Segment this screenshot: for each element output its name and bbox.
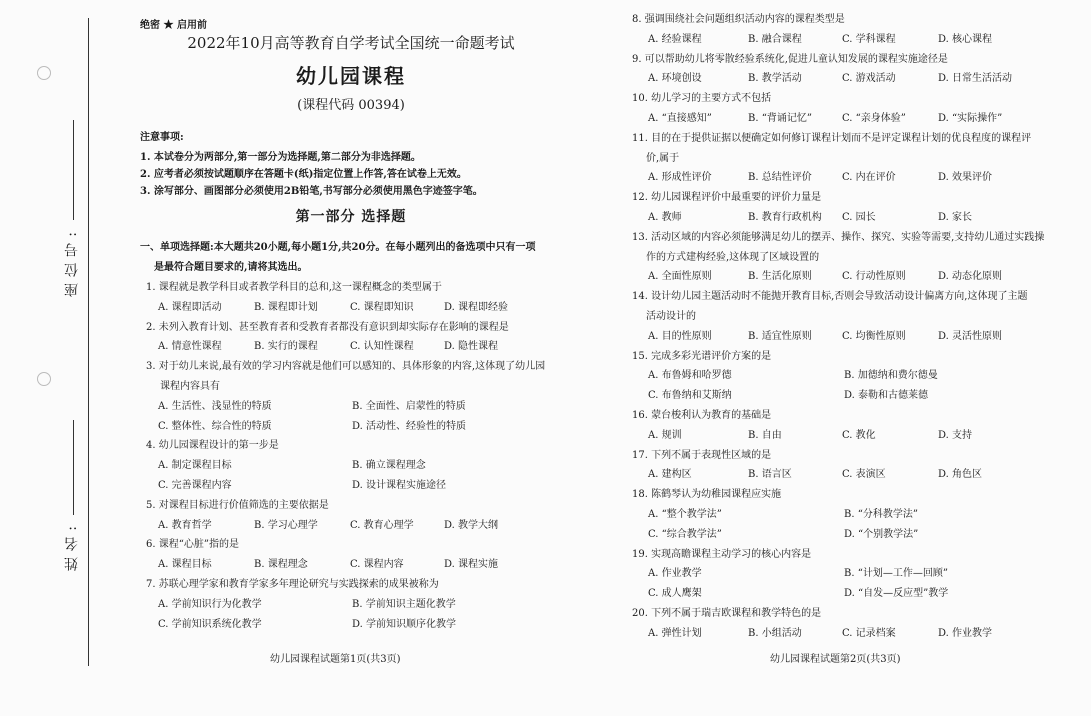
option-c: C. 课程内容 — [350, 559, 404, 571]
option-d: D. 隐性课程 — [444, 341, 499, 353]
question-text: 20. 下列不属于瑞吉欧课程和教学特色的是 — [632, 608, 822, 619]
question-text: 1. 课程就是教学科目或者教学科目的总和,这一课程概念的类型属于 — [146, 282, 442, 293]
question-text: 课程内容具有 — [160, 381, 220, 392]
part-title: 第一部分 选择题 — [295, 209, 407, 225]
seat-number-blank — [73, 120, 74, 220]
course-code: (课程代码 00394) — [297, 98, 405, 113]
option-a: A. 规训 — [648, 429, 682, 441]
option-d: D. 角色区 — [938, 469, 983, 481]
option-c: C. 均衡性原则 — [842, 330, 906, 342]
option-b: B. “背诵记忆” — [748, 113, 812, 124]
option-c: C. 完善课程内容 — [158, 480, 232, 491]
option-c: C. 认知性课程 — [350, 341, 414, 353]
option-c: C. 课程即知识 — [350, 301, 414, 313]
option-c: C. 学科课程 — [842, 33, 896, 45]
note-item: 1. 本试卷分为两部分,第一部分为选择题,第二部分为非选择题。 — [140, 152, 421, 163]
option-a: A. 建构区 — [648, 469, 692, 481]
question-text: 10. 幼儿学习的主要方式不包括 — [632, 93, 772, 105]
option-d: D. 课程实施 — [444, 559, 499, 571]
option-a: A. 弹性计划 — [648, 627, 702, 639]
option-a: A. “整个教学法” — [648, 509, 722, 520]
option-a: A. “直接感知” — [648, 113, 712, 124]
page-footer: 幼儿园课程试题第2页(共3页) — [770, 654, 901, 665]
option-b: B. 适宜性原则 — [748, 330, 812, 342]
option-c: C. 教化 — [842, 429, 876, 441]
option-d: D. 泰勒和古德莱德 — [844, 390, 929, 402]
question-text: 17. 下列不属于表现性区域的是 — [632, 449, 772, 461]
option-b: B. 确立课程理念 — [352, 460, 426, 472]
option-b: B. 语言区 — [748, 469, 792, 481]
option-b: B. 教育行政机构 — [748, 212, 822, 223]
notes-title: 注意事项: — [140, 132, 184, 143]
option-d: D. 核心课程 — [938, 33, 993, 45]
option-c: C. 游戏活动 — [842, 73, 896, 85]
option-c: C. “综合教学法” — [648, 528, 722, 540]
option-b: B. 加德纳和费尔德曼 — [844, 370, 938, 382]
option-a: A. 全面性原则 — [648, 271, 712, 283]
option-a: A. 布鲁姆和哈罗德 — [648, 370, 732, 382]
option-d: D. 活动性、经验性的特质 — [352, 420, 467, 432]
option-d: D. 效果评价 — [938, 172, 993, 184]
option-a: A. 课程目标 — [158, 559, 212, 571]
option-c: C. 记录档案 — [842, 627, 896, 639]
option-d: D. “自发—反应型”教学 — [844, 588, 949, 600]
option-c: C. 教育心理学 — [350, 519, 414, 531]
option-b: B. 生活化原则 — [748, 271, 812, 283]
section-instruction: 是最符合题目要求的,请将其选出。 — [154, 262, 308, 273]
option-d: D. 教学大纲 — [444, 519, 499, 531]
option-c: C. 学前知识系统化教学 — [158, 618, 262, 630]
option-d: D. 课程即经验 — [444, 301, 509, 313]
punch-hole-icon — [37, 372, 51, 386]
option-b: B. 学习心理学 — [254, 519, 318, 531]
question-text: 6. 课程“心脏”指的是 — [146, 539, 239, 551]
question-text: 4. 幼儿园课程设计的第一步是 — [146, 440, 279, 452]
option-a: A. 制定课程目标 — [158, 460, 232, 472]
name-label: 姓名: — [64, 520, 80, 571]
question-text: 价,属于 — [646, 152, 680, 164]
seat-number-label: 座位号: — [64, 226, 80, 297]
subject-title: 幼儿园课程 — [296, 64, 406, 88]
option-b: B. 自由 — [748, 429, 782, 441]
option-a: A. 教育哲学 — [158, 519, 212, 531]
option-b: B. 小组活动 — [748, 627, 802, 639]
option-d: D. 作业教学 — [938, 627, 993, 639]
question-text: 活动设计的 — [646, 311, 696, 322]
name-blank — [73, 420, 74, 515]
question-text: 8. 强调围绕社会问题组织活动内容的课程类型是 — [632, 14, 845, 25]
option-a: A. 课程即活动 — [158, 301, 222, 313]
question-text: 19. 实现高瞻课程主动学习的核心内容是 — [632, 548, 812, 560]
option-d: D. “个别教学法” — [844, 528, 919, 540]
question-text: 5. 对课程目标进行价值筛选的主要依据是 — [146, 499, 329, 511]
option-b: B. 融合课程 — [748, 33, 802, 45]
binding-line — [88, 18, 89, 666]
option-b: B. 实行的课程 — [254, 341, 318, 353]
option-c: C. 表演区 — [842, 469, 886, 481]
option-b: B. 课程即计划 — [254, 301, 318, 313]
option-c: C. 内在评价 — [842, 172, 896, 184]
option-d: D. 支持 — [938, 429, 973, 441]
punch-hole-icon — [37, 66, 51, 80]
option-c: C. 行动性原则 — [842, 271, 906, 283]
question-text: 16. 蒙台梭利认为教育的基础是 — [632, 410, 772, 421]
option-d: D. “实际操作” — [938, 113, 1003, 124]
option-b: B. “分科教学法” — [844, 509, 918, 520]
option-a: A. 环境创设 — [648, 73, 702, 85]
section-instruction: 一、单项选择题:本大题共20小题,每小题1分,共20分。在每小题列出的备选项中只有一项 — [140, 242, 536, 253]
option-c: C. 园长 — [842, 212, 876, 223]
option-c: C. “亲身体验” — [842, 113, 906, 124]
exam-title: 2022年10月高等教育自学考试全国统一命题考试 — [187, 34, 515, 52]
option-b: B. 学前知识主题化教学 — [352, 598, 456, 610]
option-b: B. 总结性评价 — [748, 172, 812, 184]
option-d: D. 家长 — [938, 212, 973, 223]
option-d: D. 学前知识顺序化教学 — [352, 618, 457, 630]
option-a: A. 经验课程 — [648, 33, 702, 45]
page-footer: 幼儿园课程试题第1页(共3页) — [270, 654, 401, 665]
question-text: 11. 目的在于提供证据以便确定如何修订课程计划而不是评定课程计划的优良程度的课程评 — [632, 132, 1032, 144]
secret-label: 绝密 ★ 启用前 — [140, 20, 207, 31]
option-a: A. 情意性课程 — [158, 341, 222, 353]
question-text: 15. 完成多彩光谱评价方案的是 — [632, 350, 772, 362]
option-a: A. 教师 — [648, 212, 682, 223]
question-text: 18. 陈鹤琴认为幼稚园课程应实施 — [632, 489, 782, 501]
option-a: A. 生活性、浅显性的特质 — [158, 400, 272, 412]
question-text: 9. 可以帮助幼儿将零散经验系统化,促进儿童认知发展的课程实施途径是 — [632, 53, 948, 65]
question-text: 作的方式建构经验,这体现了区域设置的 — [646, 251, 820, 263]
option-c: C. 整体性、综合性的特质 — [158, 420, 272, 432]
option-a: A. 作业教学 — [648, 568, 702, 580]
option-d: D. 动态化原则 — [938, 271, 1003, 283]
option-b: B. 全面性、启蒙性的特质 — [352, 400, 466, 412]
option-b: B. 课程理念 — [254, 559, 308, 571]
option-a: A. 目的性原则 — [648, 330, 712, 342]
option-a: A. 学前知识行为化教学 — [158, 598, 262, 610]
question-text: 3. 对于幼儿来说,最有效的学习内容就是他们可以感知的、具体形象的内容,这体现了幼儿园 — [146, 361, 546, 373]
question-text: 7. 苏联心理学家和教育学家多年理论研究与实践探索的成果被称为 — [146, 579, 439, 590]
option-c: C. 成人鹰架 — [648, 588, 702, 600]
note-item: 2. 应考者必须按试题顺序在答题卡(纸)指定位置上作答,答在试卷上无效。 — [140, 169, 467, 180]
option-d: D. 设计课程实施途径 — [352, 480, 447, 491]
question-text: 13. 活动区域的内容必须能够满足幼儿的摆弄、操作、探究、实验等需要,支持幼儿通过实践操 — [632, 231, 1045, 243]
option-c: C. 布鲁纳和艾斯纳 — [648, 390, 732, 402]
option-a: A. 形成性评价 — [648, 172, 712, 184]
option-b: B. 教学活动 — [748, 73, 802, 85]
question-text: 2. 未列入教育计划、甚至教育者和受教育者都没有意识到却实际存在影响的课程是 — [146, 321, 509, 333]
binding-margin — [0, 0, 92, 716]
question-text: 12. 幼儿园课程评价中最重要的评价力量是 — [632, 192, 822, 204]
note-item: 3. 涂写部分、画图部分必须使用2B铅笔,书写部分必须使用黑色字迹签字笔。 — [140, 186, 483, 197]
option-d: D. 日常生活活动 — [938, 73, 1013, 85]
option-d: D. 灵活性原则 — [938, 330, 1003, 342]
question-text: 14. 设计幼儿园主题活动时不能抛开教育目标,否则会导致活动设计偏离方向,这体现了主题 — [632, 291, 1028, 303]
option-b: B. “计划—工作—回顾” — [844, 568, 948, 580]
